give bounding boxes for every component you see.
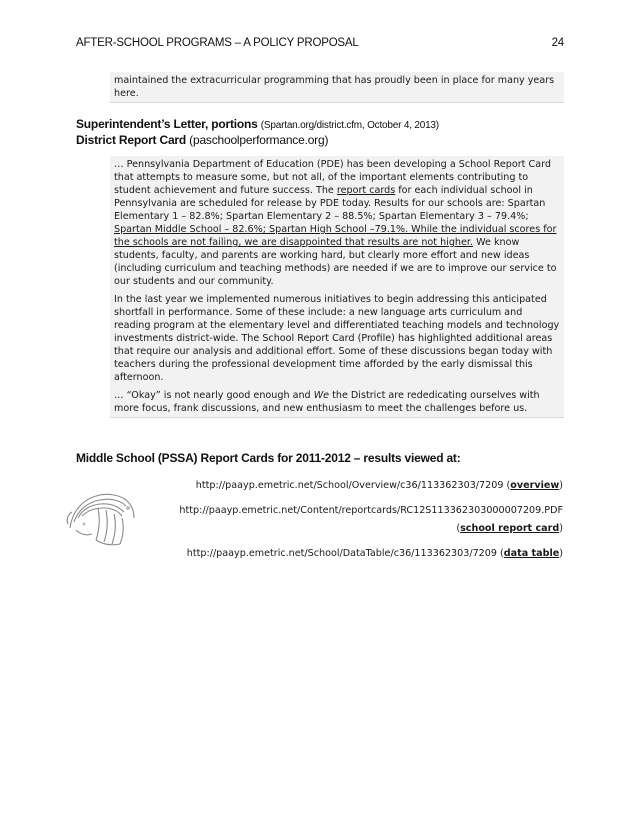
spartan-helmet-logo bbox=[62, 484, 140, 550]
link-report-card-row: http://paayp.emetric.net/Content/reportcards/RC12S113362303000007209.PDF (school report card) bbox=[179, 505, 563, 534]
underlined-results: Spartan Middle School – 82.6%; Spartan High School –79.1%. While the individual scores for the schools are not failing, we are disappointed that results are not higher. bbox=[114, 224, 557, 248]
report-heading-source: (paschoolperformance.org) bbox=[189, 133, 329, 147]
overview-url[interactable]: http://paayp.emetric.net/School/Overview/c36/113362303/7209 bbox=[195, 480, 504, 491]
middle-school-heading: Middle School (PSSA) Report Cards for 2011-2012 – results viewed at: bbox=[76, 451, 461, 465]
report-heading-title: District Report Card bbox=[76, 133, 187, 147]
top-quote-text: maintained the extracurricular programming that has proudly been in place for many years here. bbox=[114, 75, 555, 99]
letter-paragraph-1: … Pennsylvania Department of Education (PDE) has been developing a School Report Card that attempts to measure some, but not all, of the important elements contributing to student achievement and future success. The report cards for each individual school in Pennsylvania are scheduled for release by PDE today. Results for our schools are: Spartan Elementary 1 – 82.8%; Spartan Elementary 2 – 88.5%; Spartan Elementary 3 – 79.4%; Spartan Middle School – 82.6%; Spartan High School –79.1%. While the individual scores for the schools are not failing, we are disappointed that results are not higher. We know students, faculty, and parents are working hard, but clearly more effort and new ideas (including curriculum and teaching methods) are needed if we are to improve our service to our students and our community. bbox=[114, 159, 557, 287]
data-table-url[interactable]: http://paayp.emetric.net/School/DataTable/c36/113362303/7209 bbox=[186, 548, 497, 559]
letter-heading bbox=[76, 117, 439, 131]
data-table-link[interactable]: data table bbox=[503, 548, 560, 559]
header-title: AFTER-SCHOOL PROGRAMS – A POLICY PROPOSAL bbox=[76, 37, 359, 49]
report-card-heading bbox=[76, 133, 328, 147]
page-header bbox=[76, 37, 564, 49]
link-overview-row: http://paayp.emetric.net/School/Overview/c36/113362303/7209 (overview) bbox=[195, 480, 563, 491]
link-data-table-row: http://paayp.emetric.net/School/DataTable/c36/113362303/7209 (data table) bbox=[186, 548, 563, 559]
school-report-card-link[interactable]: school report card bbox=[460, 523, 560, 534]
letter-paragraph-2: In the last year we implemented numerous initiatives to begin addressing this anticipated shortfall in performance. Some of these include: a new language arts curriculum and reading program at the elementary level and differentiated teaching models and technology investments district-wide. The School Report Card (Profile) has highlighted additional areas that require our analysis and additional effort. Some of these discussions began today with teachers during the professional development time afforded by the early dismissal this afternoon. bbox=[114, 294, 560, 383]
top-quote-box bbox=[110, 72, 564, 103]
overview-link[interactable]: overview bbox=[510, 480, 560, 491]
letter-quote-box bbox=[110, 156, 564, 418]
report-cards-link[interactable]: report cards bbox=[336, 185, 396, 196]
report-card-url[interactable]: http://paayp.emetric.net/Content/reportcards/RC12S113362303000007209.PDF bbox=[179, 505, 563, 516]
letter-heading-source: (Spartan.org/district.cfm, October 4, 2013) bbox=[260, 120, 439, 131]
letter-heading-title: Superintendent’s Letter, portions bbox=[76, 117, 258, 131]
page-number: 24 bbox=[551, 37, 564, 49]
letter-paragraph-3: … “Okay” is not nearly good enough and We the District are rededicating ourselves with more focus, frank discussions, and new enthusiasm to meet the challenges before us. bbox=[114, 390, 540, 414]
